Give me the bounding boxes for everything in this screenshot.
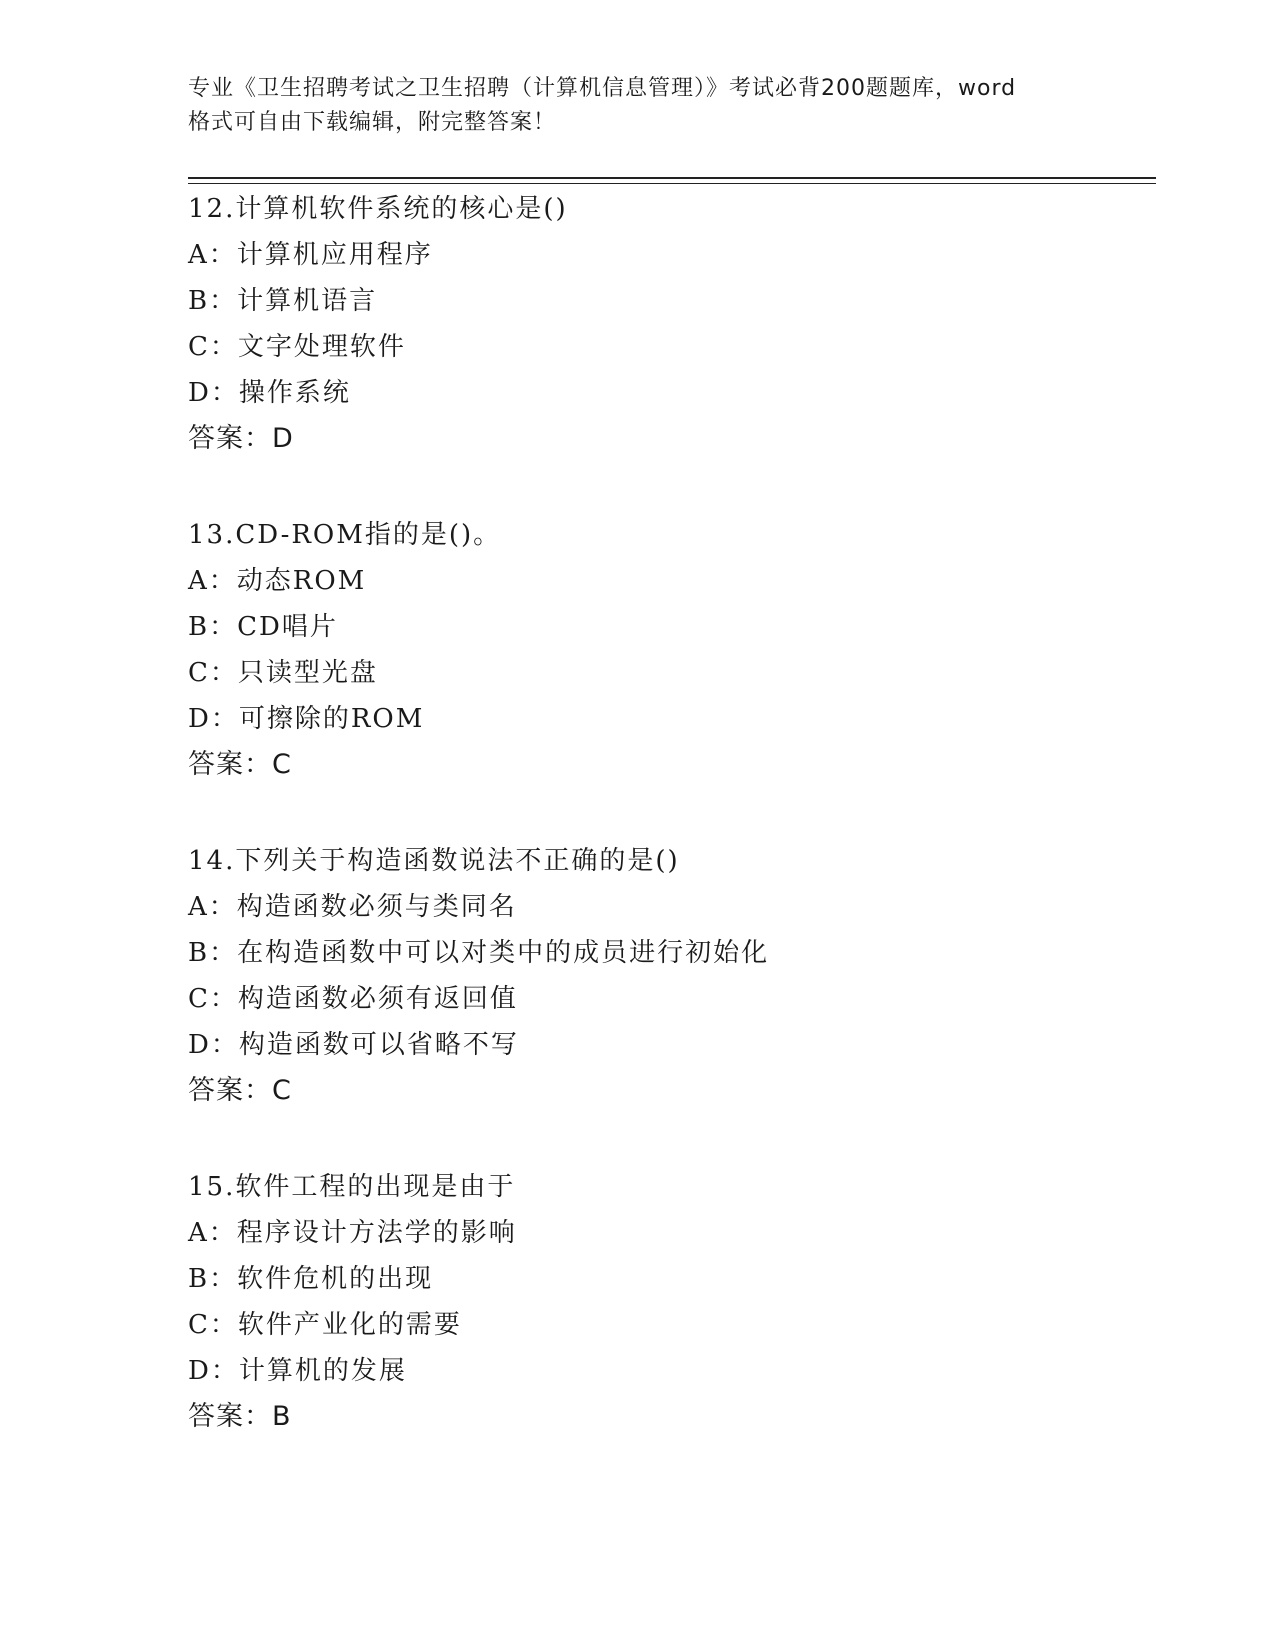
answer-text: 答案：B <box>188 1401 292 1432</box>
option-b: B：在构造函数中可以对类中的成员进行初始化 <box>188 938 770 968</box>
option-b: B：CD唱片 <box>188 612 338 642</box>
option-a: A：构造函数必须与类同名 <box>188 892 517 922</box>
question-13 <box>188 512 1148 788</box>
header-divider-thin <box>188 183 1156 184</box>
question-stem: 15.软件工程的出现是由于 <box>188 1172 516 1202</box>
question-stem: 14.下列关于构造函数说法不正确的是() <box>188 846 680 876</box>
header-divider-thick <box>188 177 1156 179</box>
option-d: D：可擦除的ROM <box>188 704 425 734</box>
answer-text: 答案：C <box>188 749 292 780</box>
header-line-1: 专业《卫生招聘考试之卫生招聘（计算机信息管理）》考试必背200题题库，word <box>188 76 1017 101</box>
question-stem: 12.计算机软件系统的核心是() <box>188 194 568 224</box>
option-a: A：程序设计方法学的影响 <box>188 1218 517 1248</box>
question-list <box>188 186 1148 1440</box>
question-14 <box>188 838 1148 1114</box>
question-15 <box>188 1164 1148 1440</box>
option-c: C：文字处理软件 <box>188 332 406 362</box>
option-c: C：构造函数必须有返回值 <box>188 984 518 1014</box>
option-d: D：构造函数可以省略不写 <box>188 1030 519 1060</box>
option-d: D：操作系统 <box>188 378 351 408</box>
page-header <box>188 72 1088 140</box>
option-d: D：计算机的发展 <box>188 1356 407 1386</box>
option-a: A：计算机应用程序 <box>188 240 433 270</box>
option-a: A：动态ROM <box>188 566 367 596</box>
question-stem: 13.CD-ROM指的是()。 <box>188 520 502 550</box>
question-gap <box>188 462 1148 512</box>
option-c: C：软件产业化的需要 <box>188 1310 462 1340</box>
question-12 <box>188 186 1148 462</box>
question-gap <box>188 788 1148 838</box>
question-gap <box>188 1114 1148 1164</box>
answer-text: 答案：C <box>188 1075 292 1106</box>
option-b: B：软件危机的出现 <box>188 1264 434 1294</box>
header-line-2: 格式可自由下载编辑，附完整答案！ <box>188 110 557 135</box>
option-c: C：只读型光盘 <box>188 658 378 688</box>
option-b: B：计算机语言 <box>188 286 378 316</box>
answer-text: 答案：D <box>188 423 294 454</box>
